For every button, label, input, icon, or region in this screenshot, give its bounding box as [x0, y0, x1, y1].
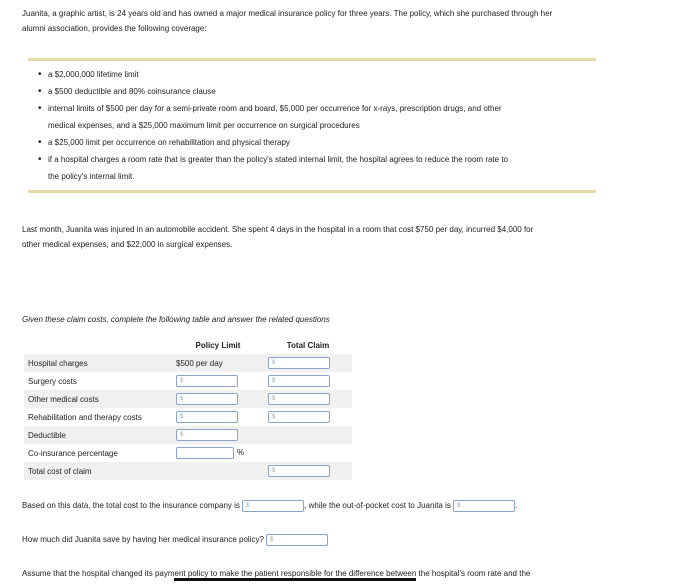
question-3: Assume that the hospital changed its payment policy to make the patient responsible for the difference between the hospital's room rate and the — [22, 569, 531, 578]
coverage-bottom-rule — [28, 190, 596, 193]
col-total-claim: Total Claim — [286, 340, 330, 350]
table-row — [24, 354, 352, 372]
q2-text: How much did Juanita save by having her medical insurance policy? — [22, 535, 264, 545]
intro-line-1: Juanita, a graphic artist, is 24 years old and has owned a major medical insurance policy for three years. The policy, which she purchased through her — [22, 9, 553, 18]
table-row — [24, 462, 352, 480]
rehab-limit-input[interactable]: $ — [176, 411, 238, 423]
accident-paragraph — [22, 222, 682, 252]
list-item-line: the policy's internal limit. — [48, 172, 135, 181]
accident-line-2: other medical expenses, and $22,000 in surgical expenses. — [22, 240, 233, 249]
table-row — [24, 444, 352, 462]
list-item: • a $2,000,000 lifetime limit — [30, 66, 590, 83]
other-total-input[interactable]: $ — [268, 393, 330, 405]
list-item — [30, 151, 590, 185]
insurer-cost-input[interactable]: $ — [242, 500, 304, 512]
coinsurance-input[interactable] — [176, 447, 234, 459]
list-item-line: • if a hospital charges a room rate that is greater than the policy's stated internal limit, the hospital agrees to reduce the room rate to — [48, 155, 508, 164]
row-label: Deductible — [24, 426, 172, 444]
q1-text-end: . — [515, 501, 518, 511]
total-claim-input[interactable]: $ — [268, 465, 330, 477]
coverage-list — [30, 66, 590, 185]
list-item — [30, 100, 590, 134]
rehab-total-input[interactable]: $ — [268, 411, 330, 423]
table-row — [24, 372, 352, 390]
row-label: Co-insurance percentage — [28, 448, 118, 458]
out-of-pocket-input[interactable]: $ — [453, 500, 515, 512]
coverage-top-rule — [28, 58, 596, 61]
table-row — [24, 426, 352, 444]
savings-input[interactable]: $ — [266, 534, 328, 546]
list-item-line: medical expenses, and a $25,000 maximum limit per occurrence on surgical procedures — [48, 121, 360, 130]
deductible-input[interactable]: $ — [176, 429, 238, 441]
surgery-total-input[interactable]: $ — [268, 375, 330, 387]
list-item: • a $500 deductible and 80% coinsurance clause — [30, 83, 590, 100]
q1-text-b: , while the out-of-pocket cost to Juanita is — [304, 501, 451, 511]
hospital-policy-limit: $500 per day — [172, 354, 264, 372]
row-label: Total cost of claim — [24, 462, 172, 480]
scroll-indicator-bar — [174, 578, 416, 581]
table-row — [24, 408, 352, 426]
intro-line-2: alumni association, provides the following coverage: — [22, 24, 207, 33]
col-policy-limit: Policy Limit — [195, 340, 241, 350]
surgery-limit-input[interactable]: $ — [176, 375, 238, 387]
hospital-total-input[interactable]: $ — [268, 357, 330, 369]
table-header-row — [24, 336, 352, 354]
instructions: Given these claim costs, complete the following table and answer the related questions — [22, 315, 330, 324]
list-item: • a $25,000 limit per occurrence on rehabilitation and physical therapy — [30, 134, 590, 151]
row-label: Rehabilitation and therapy costs — [28, 412, 142, 422]
question-1 — [22, 500, 517, 512]
row-label: Surgery costs — [28, 376, 77, 386]
q1-text-a: Based on this data, the total cost to the insurance company is — [22, 501, 240, 511]
accident-line-1: Last month, Juanita was injured in an automobile accident. She spent 4 days in the hospital in a room that cost $750 per day, incurred $4,000 for — [22, 225, 534, 234]
row-label: Other medical costs — [24, 390, 172, 408]
intro-paragraph — [22, 6, 682, 36]
percent-sign: % — [237, 448, 245, 458]
list-item-line: • internal limits of $500 per day for a semi-private room and board, $5,000 per occurrence for x-rays, prescription drugs, and other — [48, 104, 502, 113]
other-limit-input[interactable]: $ — [176, 393, 238, 405]
claim-table — [24, 336, 352, 480]
row-label: Hospital charges — [24, 354, 172, 372]
question-2 — [22, 534, 328, 546]
table-row — [24, 390, 352, 408]
